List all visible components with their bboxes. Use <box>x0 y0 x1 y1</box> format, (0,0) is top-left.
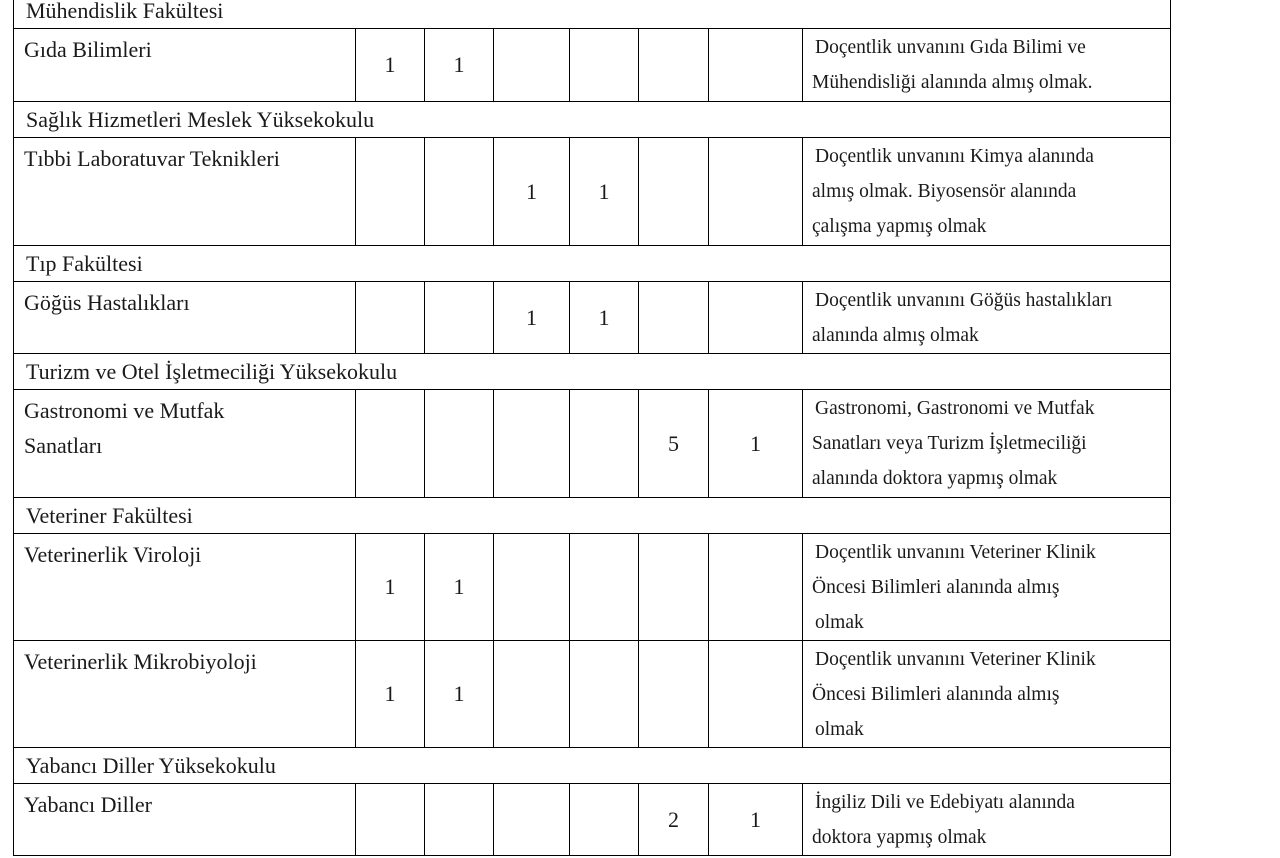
position-count-cell <box>425 282 494 354</box>
section-row <box>14 498 1171 534</box>
table-body <box>14 0 1171 856</box>
position-count-cell <box>639 29 709 102</box>
requirement-line: alanında almış olmak <box>812 325 979 346</box>
position-count-cell: 2 <box>639 784 709 856</box>
requirement-line: çalışma yapmış olmak <box>812 216 987 237</box>
department-cell <box>14 138 356 246</box>
position-count-cell: 1 <box>709 784 803 856</box>
position-count-cell: 1 <box>494 138 570 246</box>
position-count-cell <box>570 534 639 641</box>
department-name: Veterinerlik Viroloji <box>24 542 202 567</box>
table-row <box>14 390 1171 498</box>
position-count-cell: 1 <box>494 282 570 354</box>
requirement-line: Mühendisliği alanında almış olmak. <box>812 72 1093 93</box>
table-row <box>14 29 1171 102</box>
department-name: Sanatları <box>24 433 103 458</box>
position-count-cell <box>494 29 570 102</box>
requirement-line: Öncesi Bilimleri alanında almış <box>812 577 1060 598</box>
position-count-cell <box>570 390 639 498</box>
requirement-line: almış olmak. Biyosensör alanında <box>812 181 1077 202</box>
position-count-cell <box>570 641 639 748</box>
position-count-cell: 1 <box>709 390 803 498</box>
section-row <box>14 0 1171 29</box>
requirement-line: Doçentlik unvanını Göğüs hastalıkları <box>815 290 1113 311</box>
requirement-line: olmak <box>815 719 864 740</box>
position-count-cell <box>639 641 709 748</box>
section-row <box>14 102 1171 138</box>
department-cell <box>14 282 356 354</box>
section-title: Yabancı Diller Yüksekokulu <box>14 748 1171 784</box>
position-count-cell <box>494 534 570 641</box>
section-title: Veteriner Fakültesi <box>14 498 1171 534</box>
requirement-cell <box>803 534 1171 641</box>
position-count-cell <box>494 390 570 498</box>
section-row <box>14 246 1171 282</box>
position-count-cell <box>570 29 639 102</box>
table-row <box>14 534 1171 641</box>
position-count-cell <box>356 138 425 246</box>
requirement-line: olmak <box>815 612 864 633</box>
position-count-cell: 1 <box>356 534 425 641</box>
department-name: Yabancı Diller <box>24 792 152 817</box>
department-cell <box>14 29 356 102</box>
department-name: Tıbbi Laboratuvar Teknikleri <box>24 146 280 171</box>
requirement-line: Doçentlik unvanını Veteriner Klinik <box>815 649 1096 670</box>
position-count-cell <box>570 784 639 856</box>
requirement-line: Öncesi Bilimleri alanında almış <box>812 684 1060 705</box>
position-count-cell <box>494 641 570 748</box>
section-row <box>14 748 1171 784</box>
section-title: Mühendislik Fakültesi <box>14 0 1171 29</box>
position-count-cell <box>709 29 803 102</box>
position-count-cell <box>425 784 494 856</box>
requirement-cell <box>803 29 1171 102</box>
requirement-line: Doçentlik unvanını Gıda Bilimi ve <box>815 37 1086 58</box>
table-row <box>14 641 1171 748</box>
requirement-line: Gastronomi, Gastronomi ve Mutfak <box>815 398 1095 419</box>
table-row <box>14 784 1171 856</box>
requirement-line: İngiliz Dili ve Edebiyatı alanında <box>815 792 1075 813</box>
section-title: Sağlık Hizmetleri Meslek Yüksekokulu <box>14 102 1171 138</box>
position-count-cell <box>709 641 803 748</box>
table-row <box>14 138 1171 246</box>
position-count-cell <box>709 534 803 641</box>
position-count-cell: 1 <box>570 138 639 246</box>
requirement-cell <box>803 138 1171 246</box>
section-title: Turizm ve Otel İşletmeciliği Yüksekokulu <box>14 354 1171 390</box>
department-name: Gastronomi ve Mutfak <box>24 398 225 423</box>
requirement-line: Sanatları veya Turizm İşletmeciliği <box>812 433 1087 454</box>
department-cell <box>14 641 356 748</box>
position-count-cell <box>709 282 803 354</box>
position-count-cell <box>639 138 709 246</box>
department-name: Gıda Bilimleri <box>24 37 152 62</box>
requirement-line: Doçentlik unvanını Kimya alanında <box>815 146 1094 167</box>
requirement-line: alanında doktora yapmış olmak <box>812 468 1058 489</box>
department-cell <box>14 534 356 641</box>
position-count-cell <box>356 784 425 856</box>
position-count-cell <box>639 534 709 641</box>
department-name: Göğüs Hastalıkları <box>24 290 190 315</box>
staff-position-table <box>13 0 1171 856</box>
requirement-cell <box>803 390 1171 498</box>
position-count-cell <box>494 784 570 856</box>
position-count-cell <box>709 138 803 246</box>
requirement-line: doktora yapmış olmak <box>812 827 987 848</box>
section-row <box>14 354 1171 390</box>
requirement-cell <box>803 784 1171 856</box>
requirement-cell <box>803 282 1171 354</box>
department-cell <box>14 390 356 498</box>
position-count-cell <box>356 282 425 354</box>
table-row <box>14 282 1171 354</box>
position-count-cell <box>639 282 709 354</box>
position-count-cell: 1 <box>356 29 425 102</box>
position-count-cell <box>356 390 425 498</box>
position-count-cell: 1 <box>425 534 494 641</box>
position-count-cell: 5 <box>639 390 709 498</box>
position-count-cell <box>425 390 494 498</box>
requirement-cell <box>803 641 1171 748</box>
position-count-cell <box>425 138 494 246</box>
position-count-cell: 1 <box>570 282 639 354</box>
department-cell <box>14 784 356 856</box>
department-name: Veterinerlik Mikrobiyoloji <box>24 649 257 674</box>
position-count-cell: 1 <box>425 29 494 102</box>
section-title: Tıp Fakültesi <box>14 246 1171 282</box>
position-count-cell: 1 <box>425 641 494 748</box>
requirement-line: Doçentlik unvanını Veteriner Klinik <box>815 542 1096 563</box>
position-count-cell: 1 <box>356 641 425 748</box>
